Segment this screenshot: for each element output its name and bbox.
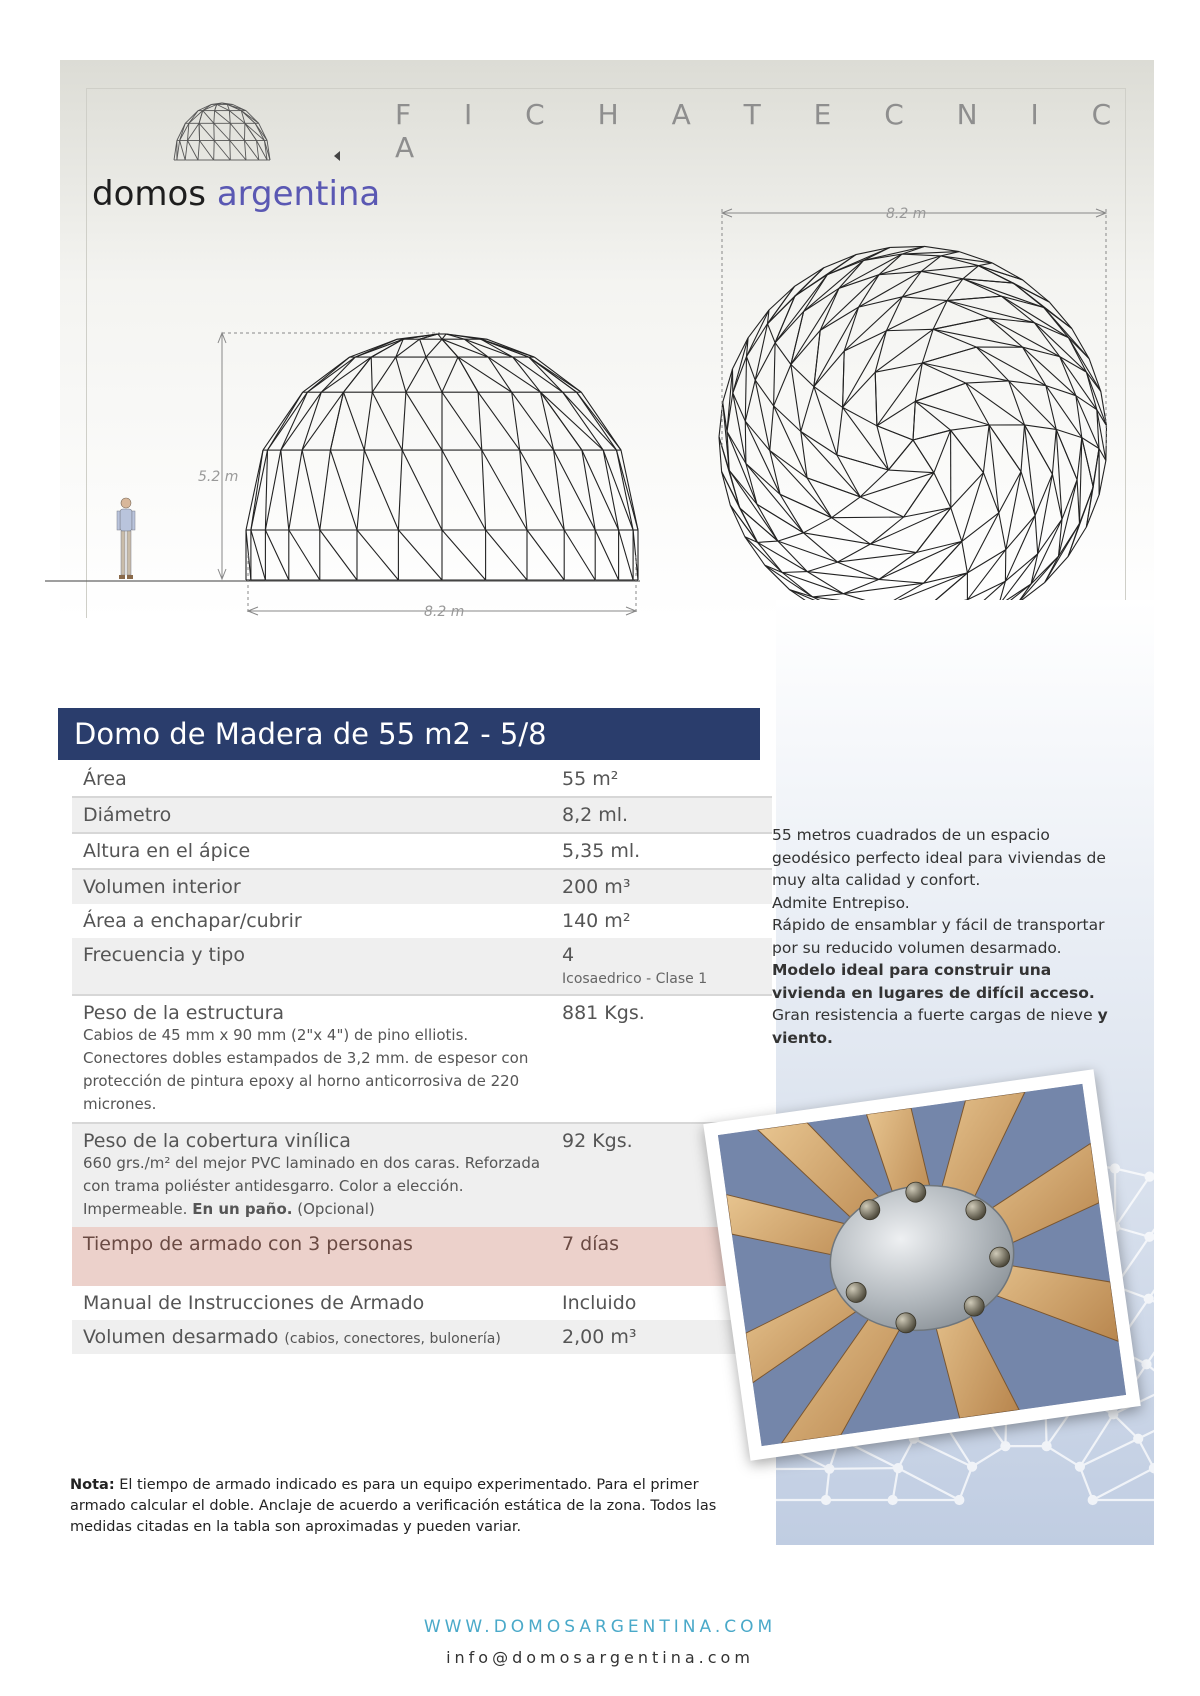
spec-value: 92 Kgs. bbox=[552, 1123, 772, 1227]
spec-label-cell bbox=[72, 1320, 552, 1354]
spec-value: 5,35 ml. bbox=[552, 833, 772, 869]
description-bold: y viento. bbox=[772, 1006, 1108, 1047]
spec-value-cell bbox=[552, 938, 772, 995]
description-paragraph: Admite Entrepiso. bbox=[772, 893, 910, 912]
spec-value: 8,2 ml. bbox=[552, 797, 772, 833]
spec-label: Peso de la estructura bbox=[83, 1002, 285, 1024]
table-row bbox=[72, 995, 772, 1123]
spec-label: Altura en el ápice bbox=[72, 833, 552, 869]
spec-note-bold: En un paño. bbox=[192, 1200, 293, 1218]
description-highlight: Modelo ideal para construir una vivienda en lugares de difícil acceso. bbox=[772, 961, 1095, 1002]
dome-drawings bbox=[0, 0, 1200, 700]
spec-note: Cabios de 45 mm x 90 mm (2"x 4") de pino elliotis. Conectores dobles estampados de 3,2 mm. de espesor con protección de pintura epoxy al horno anticorrosiva de 220 micrones. bbox=[83, 1026, 529, 1113]
connector-photo bbox=[703, 1069, 1140, 1461]
spec-label: Peso de la cobertura vinílica bbox=[83, 1130, 351, 1152]
page-title: F I C H A T E C N I C A bbox=[395, 98, 1134, 164]
table-row bbox=[72, 1320, 772, 1354]
brand-name-part2: argentina bbox=[216, 174, 381, 214]
spec-label: Frecuencia y tipo bbox=[72, 938, 552, 995]
spec-value: 2,00 m³ bbox=[552, 1320, 772, 1354]
brand-name-part1: domos bbox=[92, 174, 207, 214]
note-label: Nota: bbox=[70, 1477, 115, 1493]
table-row bbox=[72, 1227, 772, 1286]
spec-label-small: (cabios, conectores, bulonería) bbox=[284, 1331, 501, 1347]
table-row bbox=[72, 869, 772, 904]
table-row bbox=[72, 1123, 772, 1227]
description-text: Gran resistencia a fuerte cargas de nieve bbox=[772, 1006, 1093, 1024]
side-view-dome bbox=[246, 334, 638, 580]
spec-label-cell bbox=[72, 995, 552, 1123]
side-width-label: 8.2 m bbox=[424, 604, 465, 620]
spec-label: Área bbox=[83, 768, 127, 790]
spec-note-optional: (Opcional) bbox=[297, 1200, 375, 1218]
note bbox=[70, 1475, 742, 1538]
note-text: El tiempo de armado indicado es para un equipo experimentado. Para el primer armado calcular el doble. Anclaje de acuerdo a verificación estática de la zona. Todos las medidas citadas en la tabla son aproximadas y pueden variar. bbox=[70, 1477, 717, 1535]
spec-note bbox=[83, 1152, 542, 1221]
top-width-label: 8.2 m bbox=[886, 206, 927, 222]
description-paragraph: 55 metros cuadrados de un espacio geodésico perfecto ideal para viviendas de muy alta calidad y confort. bbox=[772, 826, 1106, 889]
spec-label: Manual de Instrucciones de Armado bbox=[83, 1292, 425, 1314]
spec-value: 7 días bbox=[552, 1227, 772, 1286]
spec-value: 881 Kgs. bbox=[552, 995, 772, 1123]
table-row bbox=[72, 938, 772, 995]
product-title: Domo de Madera de 55 m2 - 5/8 bbox=[58, 708, 760, 760]
spec-label: Tiempo de armado con 3 personas bbox=[72, 1227, 552, 1286]
table-row bbox=[72, 904, 772, 938]
description-paragraph: Rápido de ensamblar y fácil de transportar por su reducido volumen desarmado. bbox=[772, 916, 1105, 957]
spec-value: 4 bbox=[562, 944, 575, 966]
top-view-dome bbox=[719, 246, 1107, 634]
person-figure bbox=[117, 498, 135, 579]
spec-label-cell bbox=[72, 1123, 552, 1227]
table-row bbox=[72, 762, 772, 797]
spec-value: 140 m² bbox=[562, 910, 631, 932]
spec-label: Diámetro bbox=[72, 797, 552, 833]
spec-value: 55 m² bbox=[562, 768, 619, 790]
spec-label: Volumen desarmado bbox=[83, 1326, 279, 1348]
spec-value: 200 m³ bbox=[552, 869, 772, 904]
note-paragraph bbox=[70, 1475, 742, 1538]
description-paragraph bbox=[772, 1004, 1118, 1049]
height-label: 5.2 m bbox=[198, 469, 239, 485]
table-row bbox=[72, 833, 772, 869]
spec-value-note: Icosaedrico - Clase 1 bbox=[562, 971, 708, 987]
spec-label: Área a enchapar/cubrir bbox=[83, 910, 302, 932]
specs-table bbox=[72, 762, 772, 1354]
connector-photo-image bbox=[718, 1084, 1126, 1446]
email-link[interactable]: info@domosargentina.com bbox=[446, 1648, 754, 1667]
product-description bbox=[772, 824, 1118, 1049]
table-row bbox=[72, 797, 772, 833]
website-link[interactable]: WWW.DOMOSARGENTINA.COM bbox=[423, 1617, 777, 1637]
spec-note-text: 660 grs./m² del mejor PVC laminado en dos caras. Reforzada con trama poliéster antidesgarro. Color a elección. Impermeable. bbox=[83, 1154, 541, 1218]
table-row bbox=[72, 1286, 772, 1320]
spec-label: Volumen interior bbox=[72, 869, 552, 904]
spec-value: Incluido bbox=[562, 1292, 637, 1314]
